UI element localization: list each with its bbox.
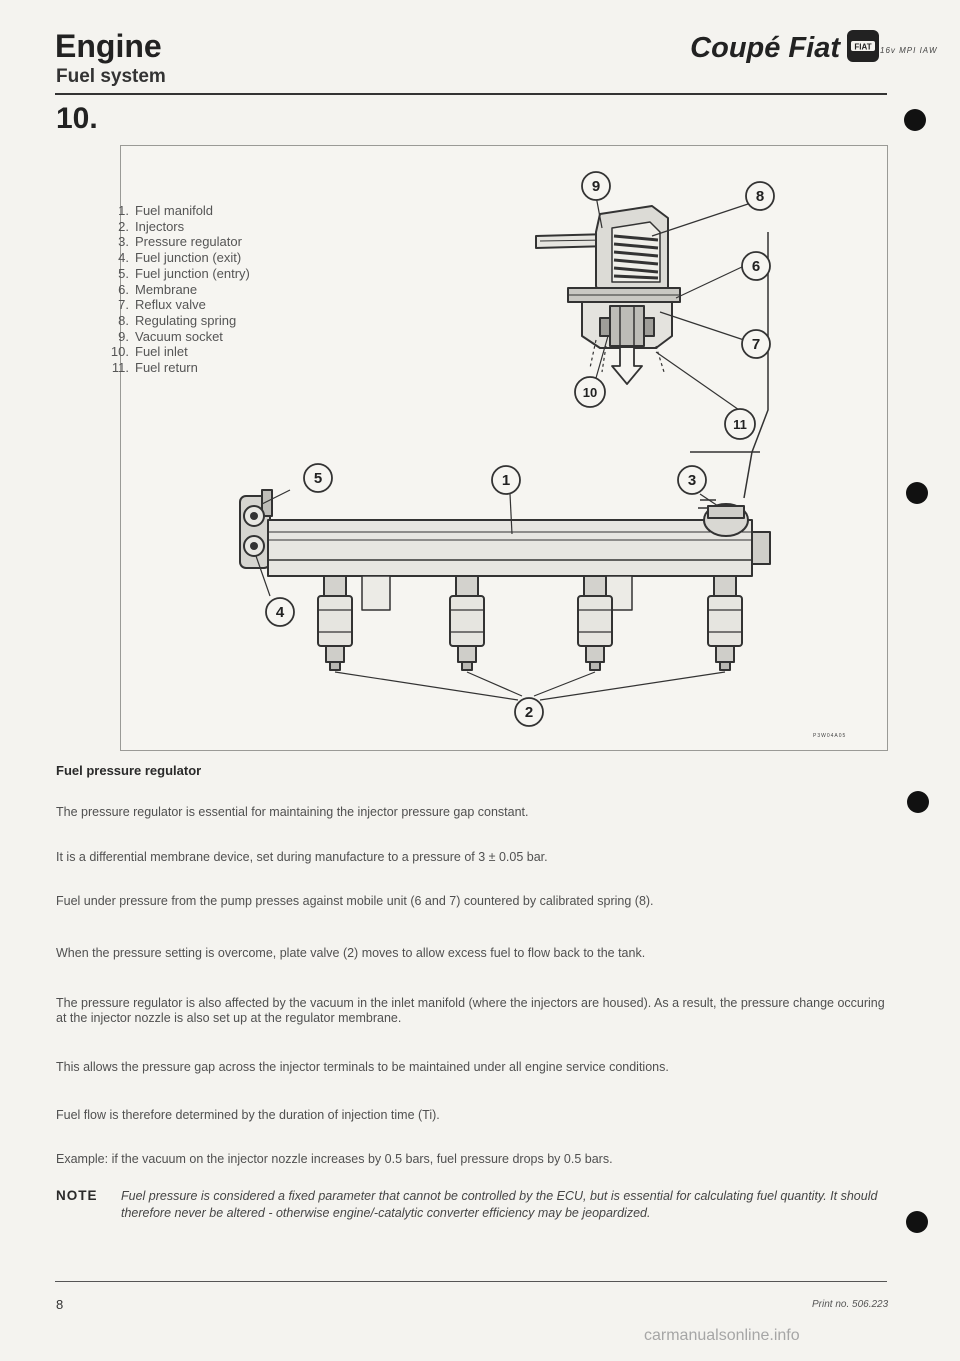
figure-code: P3W04A05 bbox=[813, 733, 847, 739]
binder-hole-4 bbox=[906, 1211, 928, 1233]
injector-4 bbox=[708, 576, 742, 670]
paragraph: Fuel under pressure from the pump presses against mobile unit (6 and 7) countered by calibrated spring (8). bbox=[56, 894, 654, 908]
callout-11: 11 bbox=[733, 417, 747, 432]
injector-3 bbox=[578, 576, 612, 670]
watermark: carmanualsonline.info bbox=[644, 1327, 800, 1344]
callout-10: 10 bbox=[582, 385, 598, 400]
legend-item: 1. Fuel manifold bbox=[118, 203, 214, 218]
callout-4: 4 bbox=[275, 604, 285, 621]
engine-variant: 16v MPI IAW bbox=[880, 46, 938, 55]
callout-2: 2 bbox=[524, 704, 534, 721]
paragraph: It is a differential membrane device, set during manufacture to a pressure of 3 ± 0.05 bar. bbox=[56, 850, 548, 864]
callout-8: 8 bbox=[755, 188, 765, 205]
callout-5: 5 bbox=[313, 470, 323, 487]
legend-item: 6. Membrane bbox=[118, 281, 198, 297]
callout-3: 3 bbox=[687, 472, 697, 489]
section-title: Engine bbox=[55, 28, 162, 64]
legend-item: 7. Reflux valve bbox=[118, 297, 206, 313]
regulator-cross-section bbox=[536, 206, 768, 498]
paragraph: Fuel flow is therefore determined by the duration of injection time (Ti). bbox=[56, 1108, 440, 1122]
fuel-rail-assembly bbox=[240, 490, 770, 610]
paragraph: When the pressure setting is overcome, plate valve (2) moves to allow excess fuel to flow back to the tank. bbox=[56, 946, 646, 960]
footer-rule bbox=[55, 1281, 887, 1282]
binder-hole-3 bbox=[907, 791, 929, 813]
subsection-title: Fuel system bbox=[56, 66, 166, 87]
section-heading: Fuel pressure regulator bbox=[56, 763, 202, 778]
legend-item: 2. Injectors bbox=[118, 218, 185, 234]
paragraph: Example: if the vacuum on the injector nozzle increases by 0.5 bars, fuel pressure drops by 0.5 bars. bbox=[56, 1152, 613, 1166]
legend-item: 11. Fuel return bbox=[111, 360, 198, 376]
legend-item: 8. Regulating spring bbox=[118, 312, 237, 328]
brand-title: Coupé Fiat bbox=[690, 32, 840, 64]
injector-1 bbox=[318, 576, 352, 670]
callout-6: 6 bbox=[751, 258, 761, 275]
legend-item: 3. Pressure regulator bbox=[118, 234, 242, 250]
page-number: 8 bbox=[56, 1297, 64, 1312]
logo-text: FIAT bbox=[854, 42, 872, 52]
callout-9: 9 bbox=[591, 178, 601, 195]
note-text: Fuel pressure is considered a fixed parameter that cannot be controlled by the ECU, but is essential for calculating fuel quantity. It should therefore never be altered - otherwise engine/-catalytic converter efficiency may be jeopardized. bbox=[121, 1189, 878, 1220]
note-label: NOTE bbox=[56, 1188, 98, 1203]
paragraph: The pressure regulator is also affected by the vacuum in the inlet manifold (where the injectors are housed). As a result, the pressure change occuring at the injector nozzle is also set up at the regulator membrane. bbox=[56, 996, 885, 1025]
legend-item: 5. Fuel junction (entry) bbox=[118, 265, 250, 281]
print-number: Print no. 506.223 bbox=[812, 1299, 889, 1310]
callout-1: 1 bbox=[501, 472, 511, 489]
legend-item: 4. Fuel junction (exit) bbox=[118, 250, 242, 266]
paragraph: This allows the pressure gap across the injector terminals to be maintained under all engine service conditions. bbox=[56, 1060, 669, 1074]
legend-item: 9. Vacuum socket bbox=[118, 328, 223, 344]
legend-item: 10. Fuel inlet bbox=[110, 344, 188, 360]
callout-7: 7 bbox=[751, 336, 761, 353]
paragraph: The pressure regulator is essential for maintaining the injector pressure gap constant. bbox=[56, 805, 529, 819]
injector-2 bbox=[450, 576, 484, 670]
section-number: 10. bbox=[56, 102, 98, 135]
